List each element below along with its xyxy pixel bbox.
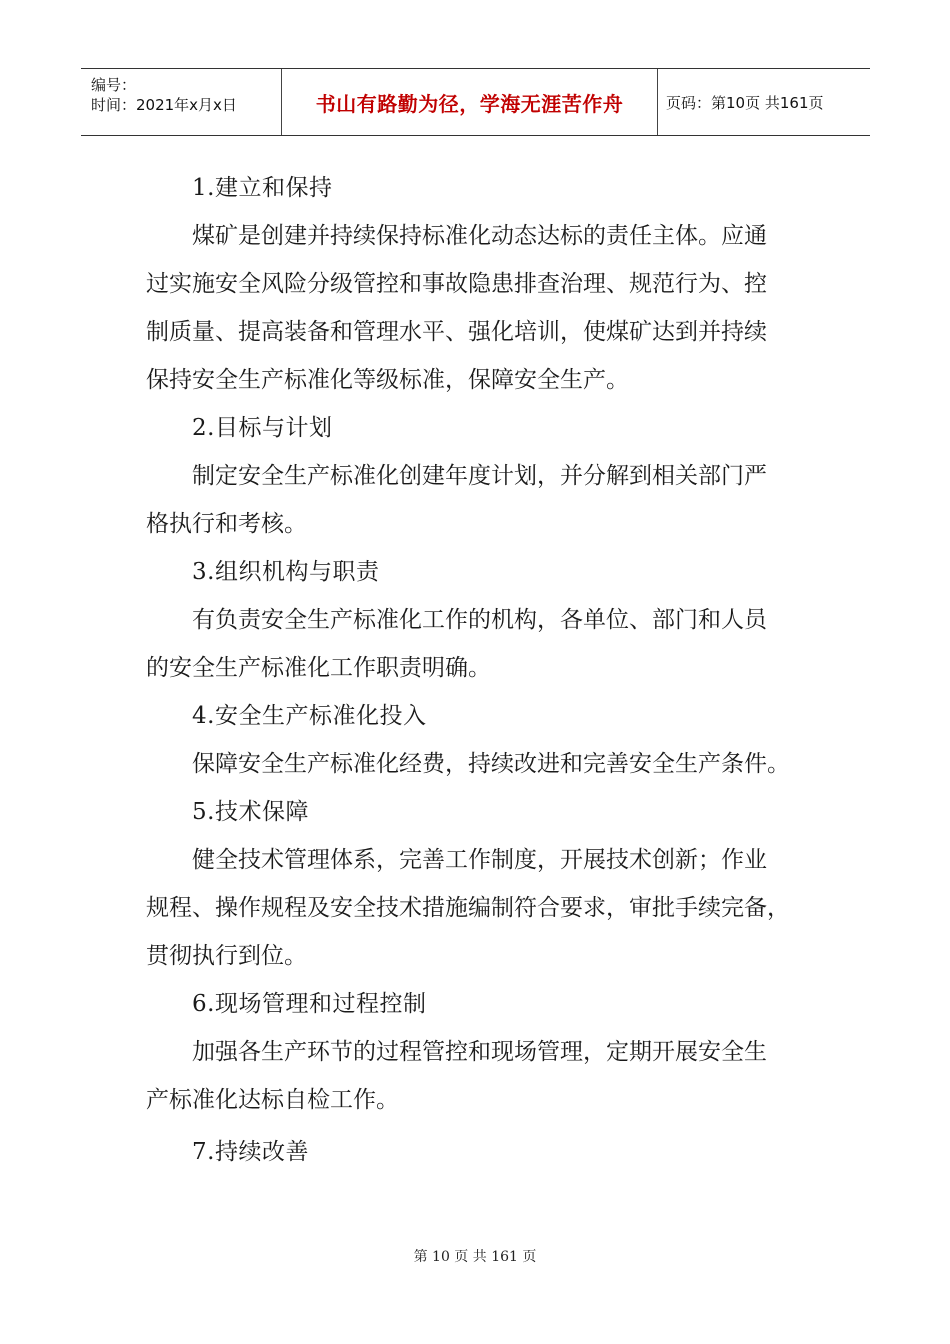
paragraph-line: 加强各生产环节的过程管控和现场管理，定期开展安全生 <box>192 1039 767 1065</box>
paragraph-line: 制质量、提高装备和管理水平、强化培训，使煤矿达到并持续 <box>146 319 767 345</box>
section-heading: 3.组织机构与职责 <box>192 559 380 585</box>
header-motto: 书山有路勤为径，学海无涯苦作舟 <box>282 69 658 135</box>
section-heading: 2.目标与计划 <box>192 415 333 441</box>
paragraph-line: 有负责安全生产标准化工作的机构，各单位、部门和人员 <box>192 607 767 633</box>
paragraph-line: 健全技术管理体系，完善工作制度，开展技术创新；作业 <box>192 847 767 873</box>
paragraph-line: 的安全生产标准化工作职责明确。 <box>146 655 491 681</box>
paragraph-line: 煤矿是创建并持续保持标准化动态达标的责任主体。应通 <box>192 223 767 249</box>
section-heading: 7.持续改善 <box>192 1139 309 1165</box>
section-heading: 4.安全生产标准化投入 <box>192 703 427 729</box>
document-number-label: 编号： <box>91 76 137 94</box>
header-page-label: 页码：第10页 共161页 <box>666 93 824 112</box>
paragraph-line: 保障安全生产标准化经费，持续改进和完善安全生产条件。 <box>192 751 790 777</box>
paragraph-line: 贯彻执行到位。 <box>146 943 307 969</box>
paragraph-line: 规程、操作规程及安全技术措施编制符合要求，审批手续完备， <box>146 895 790 921</box>
page-footer: 第 10 页 共 161 页 <box>413 1249 537 1265</box>
section-heading: 5.技术保障 <box>192 799 309 825</box>
section-heading: 6.现场管理和过程控制 <box>192 991 427 1017</box>
document-body <box>146 164 816 1176</box>
paragraph-line: 格执行和考核。 <box>146 511 307 537</box>
header-meta <box>81 69 282 135</box>
paragraph-line: 产标准化达标自检工作。 <box>146 1087 399 1113</box>
paragraph-line: 保持安全生产标准化等级标准，保障安全生产。 <box>146 367 629 393</box>
paragraph-line: 制定安全生产标准化创建年度计划，并分解到相关部门严 <box>192 463 767 489</box>
page-header <box>81 68 870 136</box>
document-time-label: 时间：2021年x月x日 <box>91 96 237 114</box>
paragraph-line: 过实施安全风险分级管控和事故隐患排查治理、规范行为、控 <box>146 271 767 297</box>
section-heading: 1.建立和保持 <box>192 175 333 201</box>
